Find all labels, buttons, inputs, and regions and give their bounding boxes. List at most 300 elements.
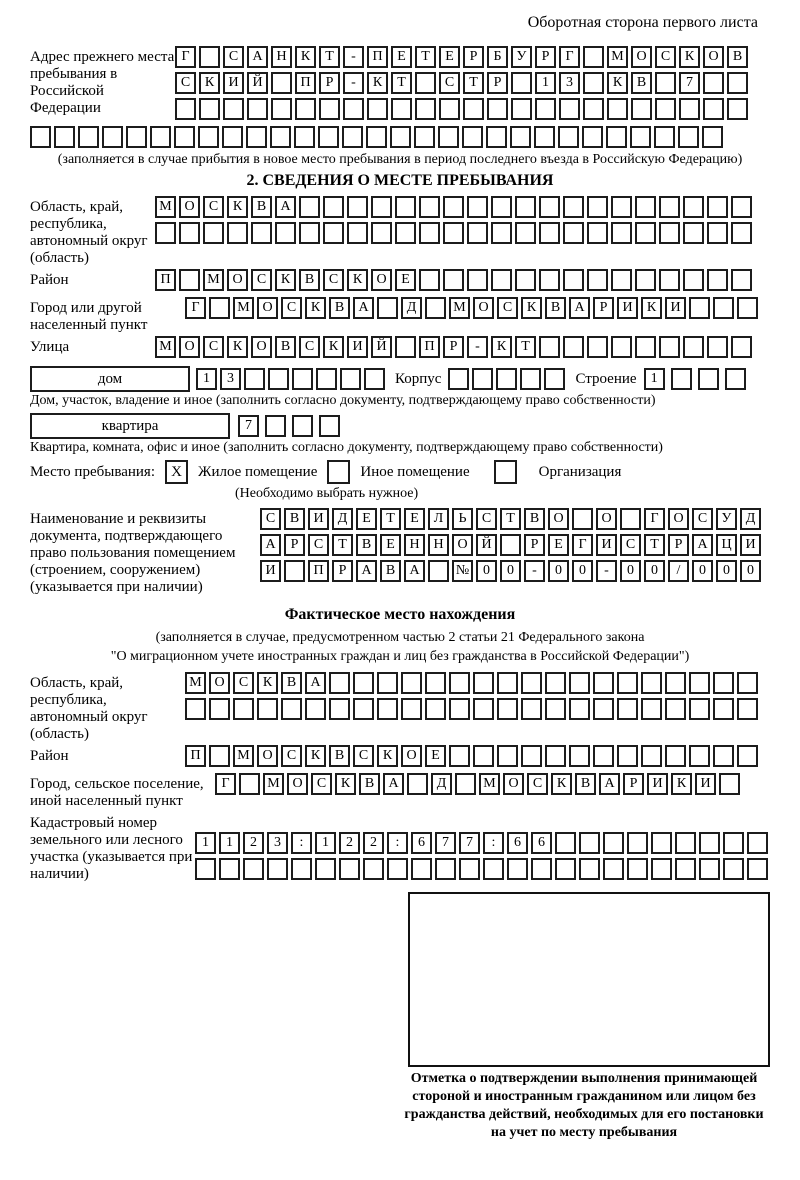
char-cell[interactable] (731, 269, 752, 291)
char-cell[interactable]: К (305, 297, 326, 319)
char-cell[interactable]: С (203, 336, 224, 358)
apartment-type-box[interactable]: квартира (30, 413, 230, 439)
checkbox-zhiloe[interactable]: X (165, 460, 188, 484)
char-cell[interactable]: Р (443, 336, 464, 358)
char-cell[interactable] (635, 336, 656, 358)
char-cell[interactable]: Г (559, 46, 580, 68)
char-cell[interactable] (472, 368, 493, 390)
char-cell[interactable] (443, 196, 464, 218)
char-cell[interactable] (486, 126, 507, 148)
char-cell[interactable]: Г (215, 773, 236, 795)
char-cell[interactable] (292, 415, 313, 437)
house-type-box[interactable]: дом (30, 366, 190, 392)
char-cell[interactable] (391, 98, 412, 120)
char-cell[interactable] (713, 297, 734, 319)
char-cell[interactable] (209, 745, 230, 767)
char-cell[interactable] (707, 336, 728, 358)
char-cell[interactable] (583, 46, 604, 68)
char-cell[interactable] (377, 297, 398, 319)
char-cell[interactable] (510, 126, 531, 148)
char-cell[interactable] (707, 269, 728, 291)
char-cell[interactable] (353, 672, 374, 694)
char-cell[interactable] (419, 269, 440, 291)
char-cell[interactable] (219, 858, 240, 880)
char-cell[interactable] (572, 508, 593, 530)
char-cell[interactable] (455, 773, 476, 795)
char-cell[interactable] (467, 222, 488, 244)
char-cell[interactable] (521, 698, 542, 720)
char-cell[interactable] (347, 196, 368, 218)
char-cell[interactable] (654, 126, 675, 148)
char-cell[interactable] (299, 196, 320, 218)
char-cell[interactable]: С (620, 534, 641, 556)
char-cell[interactable]: А (599, 773, 620, 795)
char-cell[interactable] (281, 698, 302, 720)
char-cell[interactable]: С (251, 269, 272, 291)
char-cell[interactable]: М (263, 773, 284, 795)
char-cell[interactable]: И (347, 336, 368, 358)
char-cell[interactable]: Е (439, 46, 460, 68)
char-cell[interactable] (689, 297, 710, 319)
char-cell[interactable] (199, 46, 220, 68)
char-cell[interactable] (655, 72, 676, 94)
char-cell[interactable]: О (227, 269, 248, 291)
char-cell[interactable] (641, 745, 662, 767)
char-cell[interactable] (395, 336, 416, 358)
char-cell[interactable]: Т (644, 534, 665, 556)
char-cell[interactable]: В (356, 534, 377, 556)
char-cell[interactable] (641, 698, 662, 720)
char-cell[interactable]: П (155, 269, 176, 291)
char-cell[interactable]: А (353, 297, 374, 319)
char-cell[interactable] (569, 698, 590, 720)
char-cell[interactable]: № (452, 560, 473, 582)
char-cell[interactable] (521, 672, 542, 694)
char-cell[interactable] (611, 222, 632, 244)
char-cell[interactable]: О (631, 46, 652, 68)
stamp-box[interactable] (408, 892, 770, 1067)
char-cell[interactable]: С (692, 508, 713, 530)
char-cell[interactable]: 7 (435, 832, 456, 854)
char-cell[interactable] (473, 698, 494, 720)
char-cell[interactable]: И (260, 560, 281, 582)
char-cell[interactable] (520, 368, 541, 390)
char-cell[interactable]: О (287, 773, 308, 795)
char-cell[interactable] (659, 222, 680, 244)
char-cell[interactable] (467, 196, 488, 218)
char-cell[interactable] (401, 672, 422, 694)
char-cell[interactable] (582, 126, 603, 148)
char-cell[interactable] (511, 98, 532, 120)
char-cell[interactable]: А (356, 560, 377, 582)
char-cell[interactable] (737, 698, 758, 720)
char-cell[interactable] (699, 858, 720, 880)
char-cell[interactable]: С (655, 46, 676, 68)
char-cell[interactable] (347, 222, 368, 244)
char-cell[interactable]: Т (332, 534, 353, 556)
char-cell[interactable] (366, 126, 387, 148)
char-cell[interactable]: 1 (195, 832, 216, 854)
char-cell[interactable] (425, 672, 446, 694)
char-cell[interactable]: Н (428, 534, 449, 556)
char-cell[interactable] (295, 98, 316, 120)
char-cell[interactable]: К (607, 72, 628, 94)
char-cell[interactable]: Л (428, 508, 449, 530)
char-cell[interactable] (500, 534, 521, 556)
char-cell[interactable] (419, 222, 440, 244)
char-cell[interactable] (284, 560, 305, 582)
char-cell[interactable] (620, 508, 641, 530)
char-cell[interactable]: Е (425, 745, 446, 767)
char-cell[interactable] (671, 368, 692, 390)
char-cell[interactable]: В (329, 297, 350, 319)
char-cell[interactable] (319, 415, 340, 437)
char-cell[interactable] (419, 196, 440, 218)
char-cell[interactable]: Р (487, 72, 508, 94)
char-cell[interactable] (659, 336, 680, 358)
char-cell[interactable] (727, 72, 748, 94)
char-cell[interactable] (323, 222, 344, 244)
char-cell[interactable] (723, 832, 744, 854)
char-cell[interactable]: С (281, 745, 302, 767)
char-cell[interactable]: О (503, 773, 524, 795)
char-cell[interactable]: Н (404, 534, 425, 556)
char-cell[interactable] (713, 745, 734, 767)
char-cell[interactable]: И (647, 773, 668, 795)
char-cell[interactable] (689, 672, 710, 694)
char-cell[interactable] (707, 196, 728, 218)
char-cell[interactable]: 7 (238, 415, 259, 437)
char-cell[interactable]: М (203, 269, 224, 291)
char-cell[interactable] (651, 858, 672, 880)
char-cell[interactable]: 0 (692, 560, 713, 582)
char-cell[interactable]: О (179, 196, 200, 218)
char-cell[interactable] (329, 672, 350, 694)
char-cell[interactable]: П (308, 560, 329, 582)
char-cell[interactable]: А (383, 773, 404, 795)
char-cell[interactable] (507, 858, 528, 880)
char-cell[interactable]: В (631, 72, 652, 94)
char-cell[interactable] (593, 672, 614, 694)
char-cell[interactable]: Ь (452, 508, 473, 530)
char-cell[interactable] (243, 858, 264, 880)
char-cell[interactable]: 3 (559, 72, 580, 94)
char-cell[interactable] (719, 773, 740, 795)
char-cell[interactable] (343, 98, 364, 120)
char-cell[interactable] (463, 98, 484, 120)
char-cell[interactable] (294, 126, 315, 148)
char-cell[interactable]: 2 (339, 832, 360, 854)
char-cell[interactable]: 1 (219, 832, 240, 854)
char-cell[interactable] (198, 126, 219, 148)
char-cell[interactable] (675, 858, 696, 880)
char-cell[interactable]: М (479, 773, 500, 795)
char-cell[interactable] (559, 98, 580, 120)
char-cell[interactable] (497, 698, 518, 720)
char-cell[interactable]: Р (284, 534, 305, 556)
char-cell[interactable] (703, 98, 724, 120)
char-cell[interactable] (339, 858, 360, 880)
char-cell[interactable] (611, 336, 632, 358)
char-cell[interactable]: К (335, 773, 356, 795)
char-cell[interactable] (271, 72, 292, 94)
char-cell[interactable] (473, 672, 494, 694)
char-cell[interactable]: М (155, 336, 176, 358)
char-cell[interactable]: К (275, 269, 296, 291)
char-cell[interactable] (665, 745, 686, 767)
char-cell[interactable]: Й (476, 534, 497, 556)
char-cell[interactable] (630, 126, 651, 148)
char-cell[interactable]: С (323, 269, 344, 291)
char-cell[interactable] (689, 698, 710, 720)
char-cell[interactable]: - (467, 336, 488, 358)
char-cell[interactable] (439, 98, 460, 120)
char-cell[interactable]: К (323, 336, 344, 358)
char-cell[interactable]: А (247, 46, 268, 68)
char-cell[interactable]: 6 (507, 832, 528, 854)
char-cell[interactable] (483, 858, 504, 880)
char-cell[interactable] (675, 832, 696, 854)
char-cell[interactable]: - (343, 46, 364, 68)
char-cell[interactable] (342, 126, 363, 148)
char-cell[interactable] (535, 98, 556, 120)
char-cell[interactable] (319, 98, 340, 120)
char-cell[interactable] (467, 269, 488, 291)
char-cell[interactable]: 3 (267, 832, 288, 854)
char-cell[interactable] (340, 368, 361, 390)
char-cell[interactable]: 0 (620, 560, 641, 582)
char-cell[interactable]: Т (319, 46, 340, 68)
char-cell[interactable] (606, 126, 627, 148)
char-cell[interactable] (545, 672, 566, 694)
char-cell[interactable] (407, 773, 428, 795)
char-cell[interactable] (702, 126, 723, 148)
char-cell[interactable]: Т (463, 72, 484, 94)
char-cell[interactable]: Д (332, 508, 353, 530)
char-cell[interactable]: Е (404, 508, 425, 530)
char-cell[interactable]: О (548, 508, 569, 530)
char-cell[interactable] (683, 222, 704, 244)
char-cell[interactable] (387, 858, 408, 880)
char-cell[interactable] (257, 698, 278, 720)
char-cell[interactable] (315, 858, 336, 880)
char-cell[interactable] (438, 126, 459, 148)
char-cell[interactable] (679, 98, 700, 120)
char-cell[interactable]: 0 (476, 560, 497, 582)
char-cell[interactable] (521, 745, 542, 767)
char-cell[interactable] (371, 222, 392, 244)
char-cell[interactable] (699, 832, 720, 854)
char-cell[interactable]: В (380, 560, 401, 582)
char-cell[interactable]: - (343, 72, 364, 94)
char-cell[interactable] (665, 672, 686, 694)
char-cell[interactable] (299, 222, 320, 244)
char-cell[interactable] (377, 698, 398, 720)
char-cell[interactable] (737, 297, 758, 319)
char-cell[interactable] (265, 415, 286, 437)
char-cell[interactable]: В (299, 269, 320, 291)
char-cell[interactable] (641, 672, 662, 694)
char-cell[interactable]: С (299, 336, 320, 358)
char-cell[interactable] (179, 269, 200, 291)
char-cell[interactable] (707, 222, 728, 244)
char-cell[interactable]: Р (535, 46, 556, 68)
char-cell[interactable] (246, 126, 267, 148)
char-cell[interactable]: 0 (644, 560, 665, 582)
char-cell[interactable] (683, 196, 704, 218)
char-cell[interactable] (318, 126, 339, 148)
char-cell[interactable]: К (227, 196, 248, 218)
char-cell[interactable] (209, 297, 230, 319)
char-cell[interactable]: О (703, 46, 724, 68)
char-cell[interactable]: У (511, 46, 532, 68)
char-cell[interactable]: Й (247, 72, 268, 94)
char-cell[interactable]: 0 (572, 560, 593, 582)
char-cell[interactable] (555, 858, 576, 880)
char-cell[interactable]: Е (395, 269, 416, 291)
char-cell[interactable] (587, 222, 608, 244)
char-cell[interactable] (195, 858, 216, 880)
char-cell[interactable] (603, 858, 624, 880)
char-cell[interactable] (462, 126, 483, 148)
char-cell[interactable] (425, 698, 446, 720)
char-cell[interactable]: Д (431, 773, 452, 795)
char-cell[interactable] (515, 196, 536, 218)
char-cell[interactable] (175, 98, 196, 120)
char-cell[interactable] (411, 858, 432, 880)
char-cell[interactable]: М (155, 196, 176, 218)
char-cell[interactable]: / (668, 560, 689, 582)
char-cell[interactable] (539, 336, 560, 358)
char-cell[interactable] (323, 196, 344, 218)
char-cell[interactable] (583, 98, 604, 120)
char-cell[interactable]: К (347, 269, 368, 291)
char-cell[interactable]: Р (668, 534, 689, 556)
char-cell[interactable] (627, 832, 648, 854)
char-cell[interactable] (731, 336, 752, 358)
char-cell[interactable] (731, 196, 752, 218)
char-cell[interactable]: С (476, 508, 497, 530)
char-cell[interactable]: В (575, 773, 596, 795)
char-cell[interactable] (747, 858, 768, 880)
char-cell[interactable] (563, 196, 584, 218)
char-cell[interactable]: : (291, 832, 312, 854)
char-cell[interactable]: 3 (220, 368, 241, 390)
char-cell[interactable]: : (483, 832, 504, 854)
char-cell[interactable] (305, 698, 326, 720)
char-cell[interactable] (395, 222, 416, 244)
char-cell[interactable] (678, 126, 699, 148)
char-cell[interactable] (713, 672, 734, 694)
char-cell[interactable]: А (275, 196, 296, 218)
char-cell[interactable]: Т (415, 46, 436, 68)
char-cell[interactable] (443, 269, 464, 291)
char-cell[interactable]: С (308, 534, 329, 556)
char-cell[interactable]: С (203, 196, 224, 218)
char-cell[interactable] (227, 222, 248, 244)
char-cell[interactable] (531, 858, 552, 880)
char-cell[interactable] (491, 222, 512, 244)
char-cell[interactable] (459, 858, 480, 880)
char-cell[interactable] (655, 98, 676, 120)
char-cell[interactable] (491, 269, 512, 291)
char-cell[interactable] (659, 196, 680, 218)
char-cell[interactable] (102, 126, 123, 148)
char-cell[interactable]: С (353, 745, 374, 767)
char-cell[interactable] (534, 126, 555, 148)
char-cell[interactable] (611, 196, 632, 218)
char-cell[interactable] (239, 773, 260, 795)
char-cell[interactable]: Т (391, 72, 412, 94)
char-cell[interactable]: И (308, 508, 329, 530)
char-cell[interactable]: 7 (459, 832, 480, 854)
char-cell[interactable] (199, 98, 220, 120)
char-cell[interactable]: К (491, 336, 512, 358)
char-cell[interactable] (713, 698, 734, 720)
char-cell[interactable] (390, 126, 411, 148)
char-cell[interactable] (593, 745, 614, 767)
char-cell[interactable] (539, 196, 560, 218)
char-cell[interactable] (587, 196, 608, 218)
char-cell[interactable]: 7 (679, 72, 700, 94)
char-cell[interactable] (425, 297, 446, 319)
char-cell[interactable]: Р (463, 46, 484, 68)
char-cell[interactable] (497, 745, 518, 767)
char-cell[interactable]: 1 (196, 368, 217, 390)
char-cell[interactable] (617, 698, 638, 720)
char-cell[interactable]: М (449, 297, 470, 319)
char-cell[interactable]: О (251, 336, 272, 358)
char-cell[interactable]: А (404, 560, 425, 582)
char-cell[interactable] (511, 72, 532, 94)
char-cell[interactable] (725, 368, 746, 390)
char-cell[interactable] (555, 832, 576, 854)
char-cell[interactable]: О (371, 269, 392, 291)
char-cell[interactable]: 0 (548, 560, 569, 582)
char-cell[interactable]: К (671, 773, 692, 795)
char-cell[interactable] (617, 745, 638, 767)
char-cell[interactable] (539, 269, 560, 291)
char-cell[interactable] (727, 98, 748, 120)
char-cell[interactable]: В (545, 297, 566, 319)
char-cell[interactable] (185, 698, 206, 720)
char-cell[interactable]: И (223, 72, 244, 94)
char-cell[interactable]: И (665, 297, 686, 319)
char-cell[interactable]: М (607, 46, 628, 68)
char-cell[interactable]: О (257, 745, 278, 767)
char-cell[interactable] (487, 98, 508, 120)
char-cell[interactable]: О (452, 534, 473, 556)
char-cell[interactable] (329, 698, 350, 720)
char-cell[interactable] (497, 672, 518, 694)
char-cell[interactable]: Д (740, 508, 761, 530)
char-cell[interactable]: С (175, 72, 196, 94)
char-cell[interactable]: О (401, 745, 422, 767)
char-cell[interactable]: К (199, 72, 220, 94)
char-cell[interactable]: 1 (644, 368, 665, 390)
char-cell[interactable]: С (527, 773, 548, 795)
char-cell[interactable] (428, 560, 449, 582)
char-cell[interactable] (491, 196, 512, 218)
char-cell[interactable]: В (727, 46, 748, 68)
char-cell[interactable] (544, 368, 565, 390)
char-cell[interactable] (611, 269, 632, 291)
char-cell[interactable]: Р (524, 534, 545, 556)
char-cell[interactable]: Р (593, 297, 614, 319)
char-cell[interactable]: Г (644, 508, 665, 530)
char-cell[interactable]: Н (271, 46, 292, 68)
char-cell[interactable] (515, 222, 536, 244)
